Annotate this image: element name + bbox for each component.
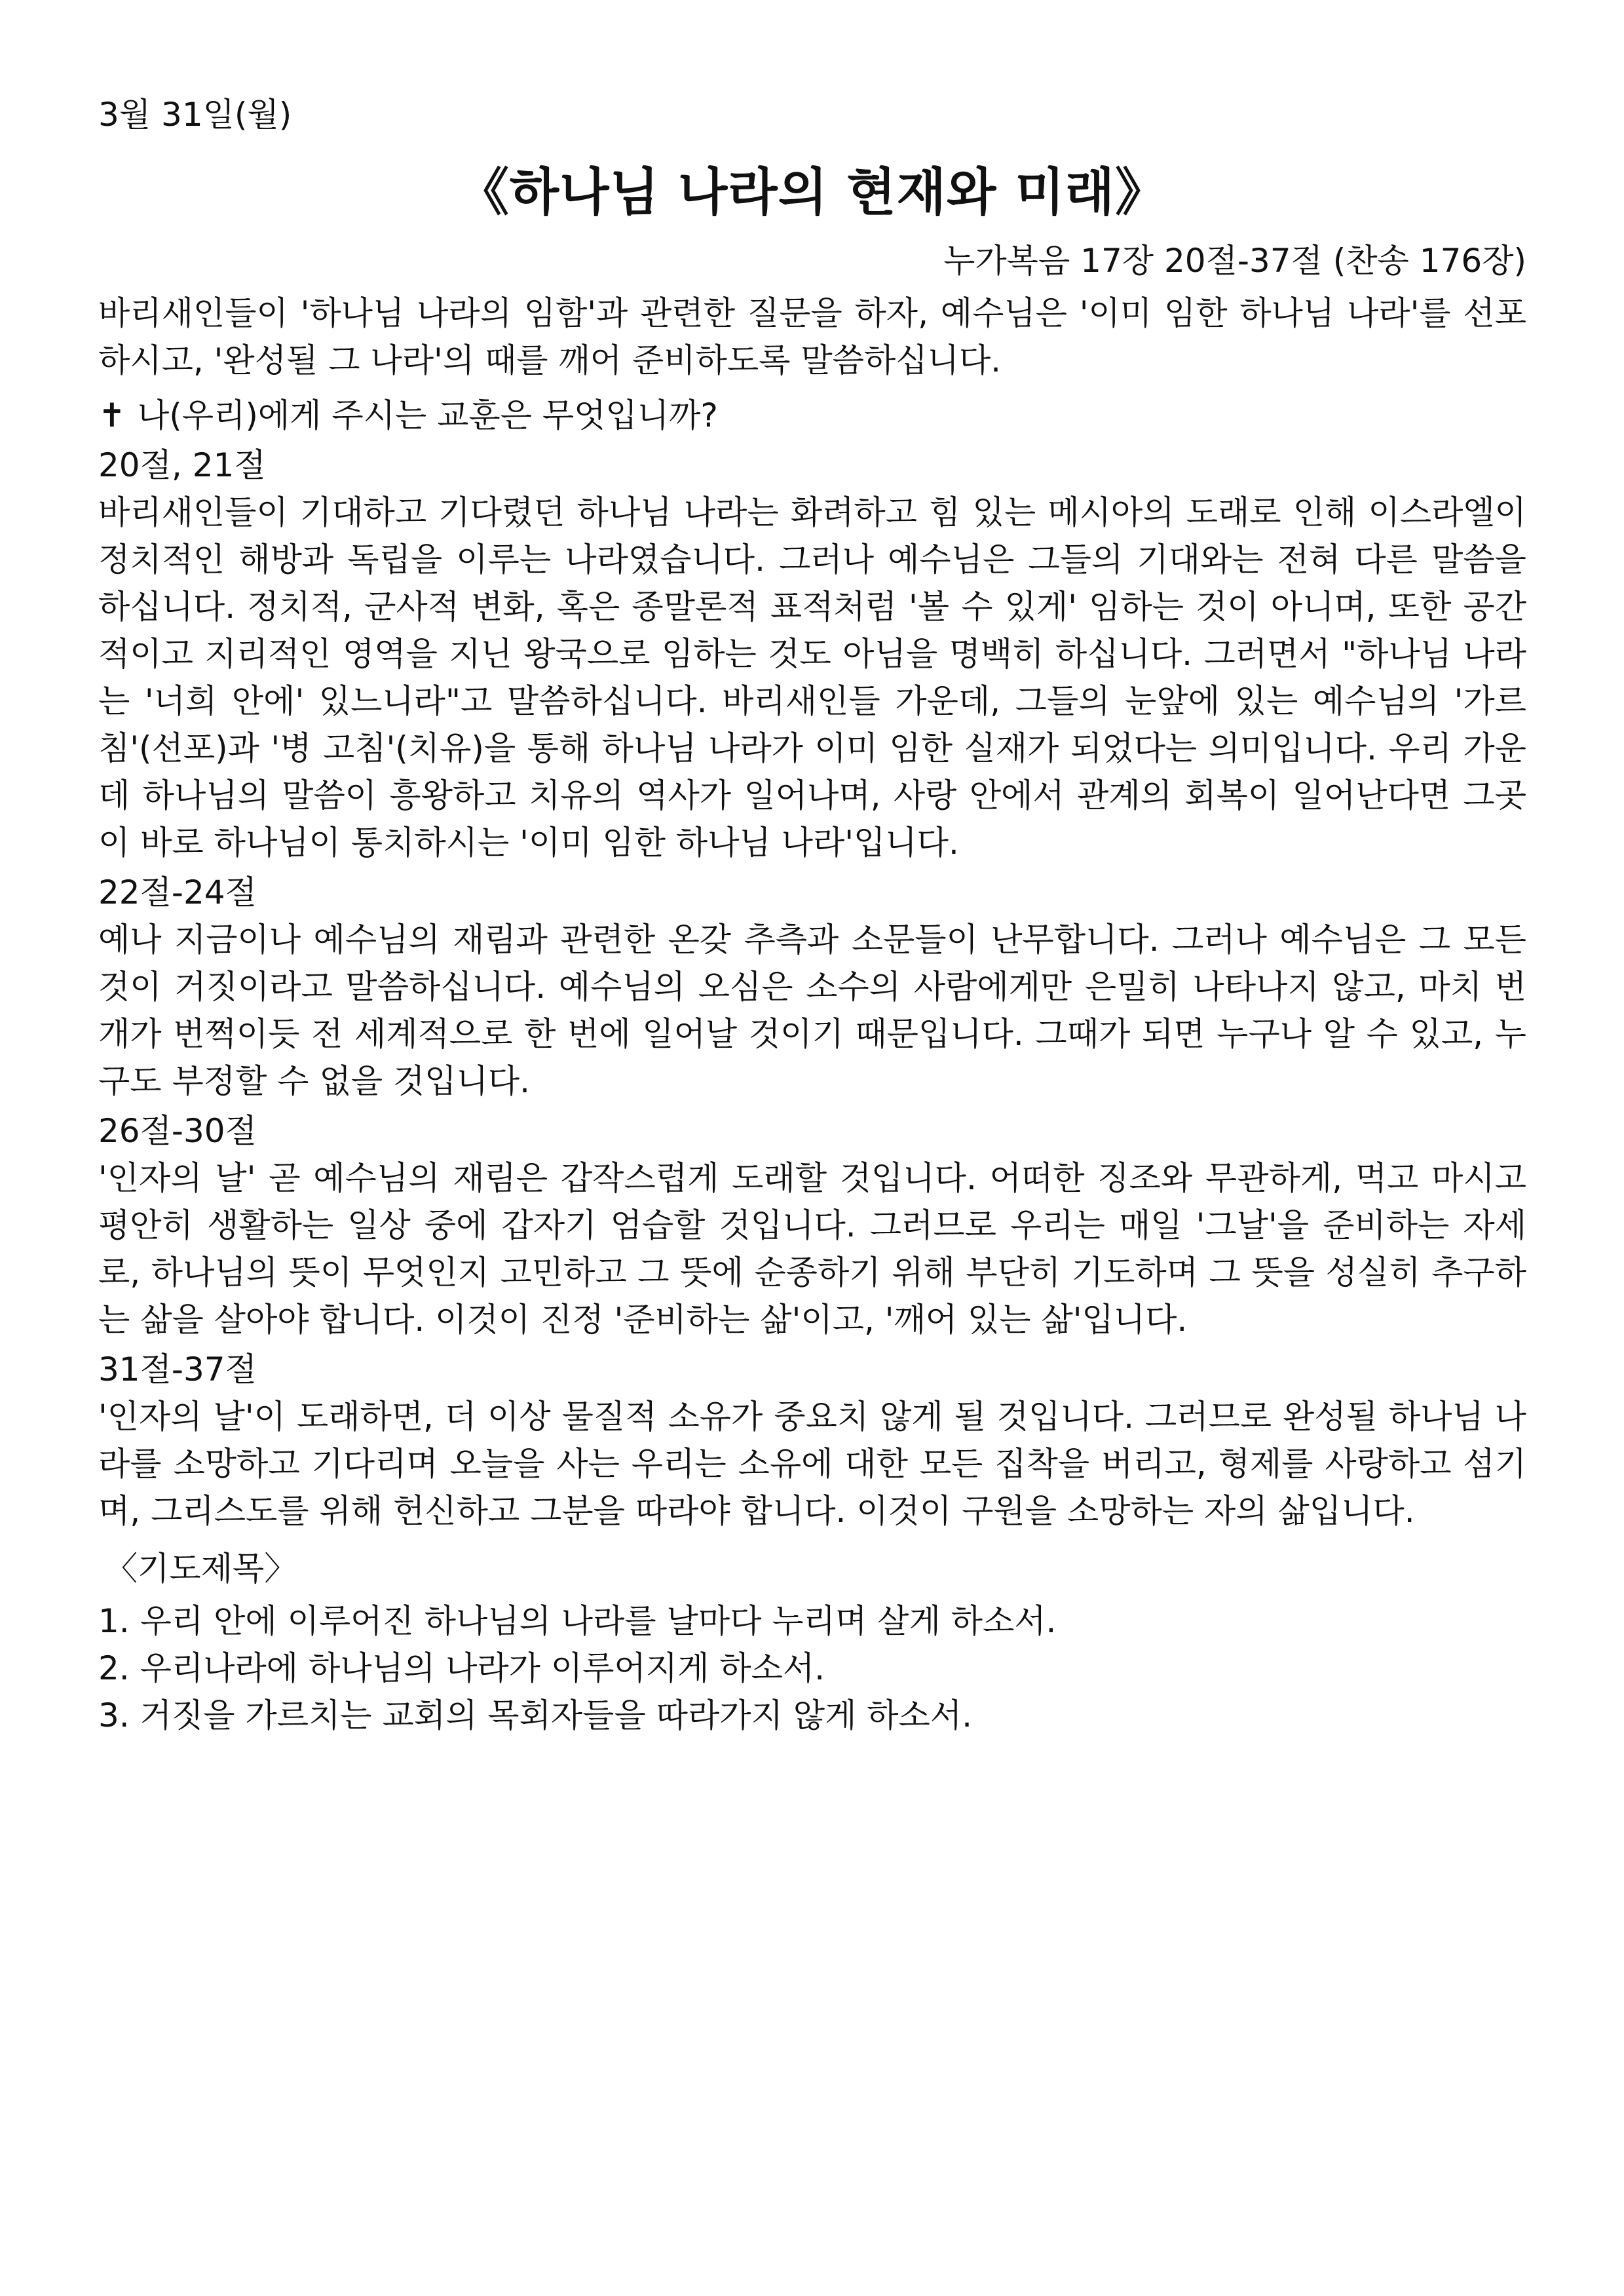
section-verses-26-30 bbox=[98, 1107, 1526, 1343]
date-line: 3월 31일(월) bbox=[98, 96, 292, 134]
section-body: '인자의 날' 곧 예수님의 재림은 갑작스럽게 도래할 것입니다. 어떠한 징조와 무관하게, 먹고 마시고 평안히 생활하는 일상 중에 갑자기 엄습할 것입니다. 그러므로 우리는 매일 '그날'을 준비하는 자세로, 하나님의 뜻이 무엇인지 고민하고 그 뜻에 순종하기 위해 부단히 기도하며 그 뜻을 성실히 추구하는 삶을 살아야 합니다. 이것이 진정 '준비하는 삶'이고, '깨어 있는 삶'입니다. bbox=[98, 1159, 1526, 1339]
lesson-question bbox=[98, 392, 1526, 439]
intro-paragraph: 바리새인들이 '하나님 나라의 임함'과 관련한 질문을 하자, 예수님은 '이미 임한 하나님 나라'를 선포하시고, '완성될 그 나라'의 때를 깨어 준비하도록 말씀하십니다. bbox=[98, 294, 1526, 379]
devotional-page bbox=[98, 92, 1526, 1739]
question-text: 나(우리)에게 주시는 교훈은 무엇입니까? bbox=[137, 396, 718, 434]
prayer-item: 3. 거짓을 가르치는 교회의 목회자들을 따라가지 않게 하소서. bbox=[98, 1696, 973, 1734]
verse-label: 31절-37절 bbox=[98, 1350, 257, 1388]
section-verses-20-21 bbox=[98, 442, 1526, 866]
section-verses-31-37 bbox=[98, 1346, 1526, 1535]
verse-label: 26절-30절 bbox=[98, 1112, 257, 1150]
verse-label: 20절, 21절 bbox=[98, 446, 266, 484]
verse-label: 22절-24절 bbox=[98, 873, 257, 911]
prayer-heading: 〈기도제목〉 bbox=[105, 1550, 297, 1588]
page-title: 《하나님 나라의 현재와 미래》 bbox=[457, 163, 1167, 222]
section-verses-22-24 bbox=[98, 869, 1526, 1105]
section-body: 바리새인들이 기대하고 기다렸던 하나님 나라는 화려하고 힘 있는 메시아의 도래로 인해 이스라엘이 정치적인 해방과 독립을 이루는 나라였습니다. 그러나 예수님은 그들의 기대와는 전혀 다른 말씀을 하십니다. 정치적, 군사적 변화, 혹은 종말론적 표적처럼 '볼 수 있게' 임하는 것이 아니며, 또한 공간적이고 지리적인 영역을 지닌 왕국으로 임하는 것도 아님을 명백히 하십니다. 그러면서 "하나님 나라는 '너희 안에' 있느니라"고 말씀하십니다. 바리새인들 가운데, 그들의 눈앞에 있는 예수님의 '가르침'(선포)과 '병 고침'(치유)을 통해 하나님 나라가 이미 임한 실재가 되었다는 의미입니다. 우리 가운데 하나님의 말씀이 흥왕하고 치유의 역사가 일어나며, 사랑 안에서 관계의 회복이 일어난다면 그곳이 바로 하나님이 통치하시는 '이미 임한 하나님 나라'입니다. bbox=[98, 493, 1526, 862]
cross-icon: ✝ bbox=[98, 396, 126, 434]
scripture-reference: 누가복음 17장 20절-37절 (찬송 176장) bbox=[943, 242, 1526, 280]
section-body: '인자의 날'이 도래하면, 더 이상 물질적 소유가 중요치 않게 될 것입니다. 그러므로 완성될 하나님 나라를 소망하고 기다리며 오늘을 사는 우리는 소유에 대한 모든 집착을 버리고, 형제를 사랑하고 섬기며, 그리스도를 위해 헌신하고 그분을 따라야 합니다. 이것이 구원을 소망하는 자의 삶입니다. bbox=[98, 1398, 1526, 1530]
prayer-item: 1. 우리 안에 이루어진 하나님의 나라를 날마다 누리며 살게 하소서. bbox=[98, 1602, 1057, 1640]
prayer-item: 2. 우리나라에 하나님의 나라가 이루어지게 하소서. bbox=[98, 1649, 825, 1687]
prayer-list bbox=[98, 1598, 1526, 1739]
section-body: 예나 지금이나 예수님의 재림과 관련한 온갖 추측과 소문들이 난무합니다. 그러나 예수님은 그 모든 것이 거짓이라고 말씀하십니다. 예수님의 오심은 소수의 사람에게만 은밀히 나타나지 않고, 마치 번개가 번쩍이듯 전 세계적으로 한 번에 일어날 것이기 때문입니다. 그때가 되면 누구나 알 수 있고, 누구도 부정할 수 없을 것입니다. bbox=[98, 921, 1526, 1100]
